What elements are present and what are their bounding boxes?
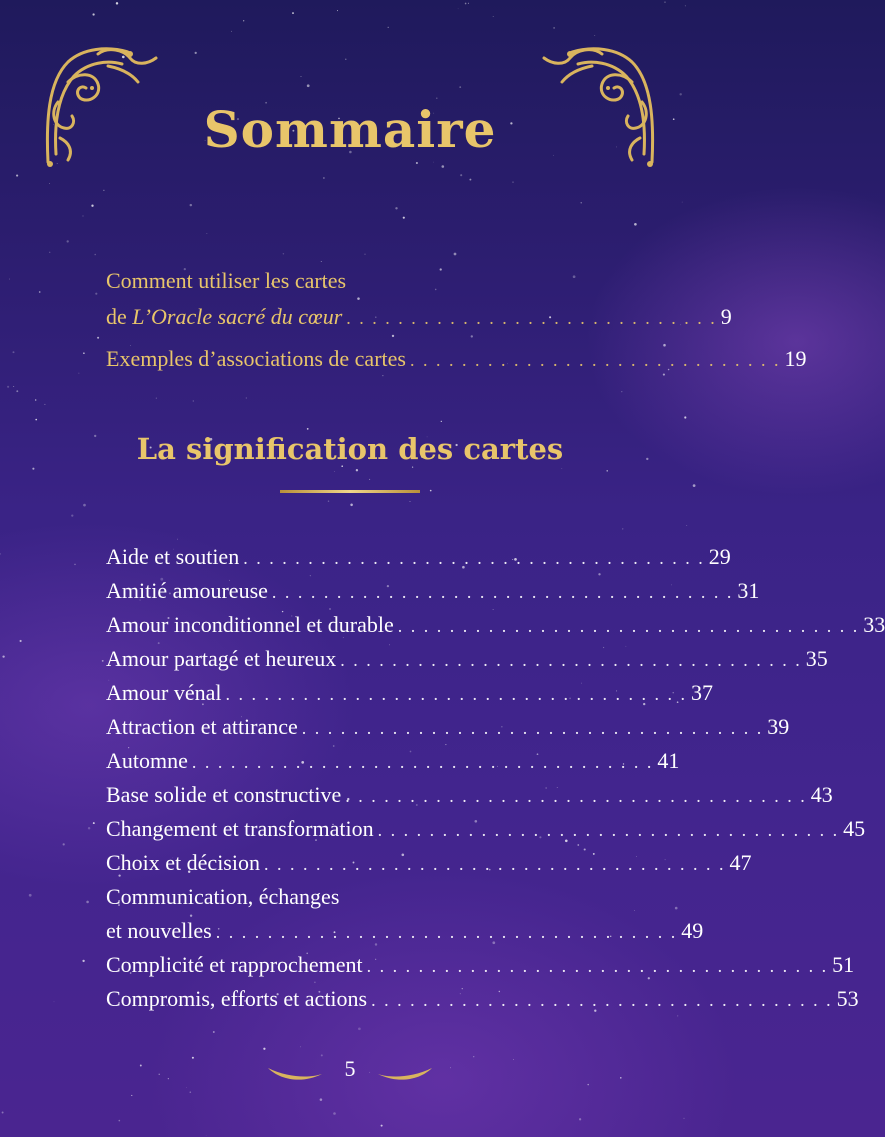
- page-number: 33: [863, 612, 885, 637]
- page-number: 39: [767, 714, 790, 739]
- star: [82, 960, 84, 962]
- intro-item-label: Exemples d’associations de cartes: [106, 346, 406, 371]
- toc-item[interactable]: [106, 646, 828, 680]
- star: [684, 416, 686, 418]
- page-title: Sommaire: [203, 100, 497, 159]
- page-number: 47: [729, 850, 752, 875]
- dot-leader: . . . . . . . . . . . . . . . . . . . . . . . . . . . . . . . . . . . .: [371, 990, 833, 1010]
- toc-item-label: Base solide et constructive: [106, 782, 342, 807]
- star: [32, 468, 34, 470]
- star: [458, 8, 459, 9]
- toc-item-label: Attraction et attirance: [106, 714, 298, 739]
- star: [323, 177, 325, 179]
- dot-leader: . . . . . . . . . . . . . . . . . . . . . . . . . . . . . . . . . . . .: [243, 548, 705, 568]
- star: [598, 573, 600, 575]
- dot-leader: . . . . . . . . . . . . . . . . . . . . . . . . . . . . . . . . . . . .: [301, 718, 764, 738]
- star: [561, 468, 562, 469]
- star: [403, 217, 405, 219]
- toc-item-label: Automne: [106, 748, 188, 773]
- dot-leader: . . . . . . . . . . . . . . . . . . . . . . . . . . . . .: [346, 308, 717, 328]
- star: [49, 183, 50, 184]
- intro-item-label: de L’Oracle sacré du cœur: [106, 304, 343, 329]
- star: [231, 31, 232, 32]
- star: [626, 646, 627, 647]
- star: [686, 525, 687, 526]
- star: [395, 207, 397, 209]
- intro-item-line2[interactable]: [106, 304, 732, 340]
- page-number: 49: [681, 918, 704, 943]
- star: [13, 351, 15, 353]
- star: [493, 16, 494, 17]
- star: [682, 202, 683, 203]
- dot-leader: . . . . . . . . . . . . . . . . . . . . . . . . . . . . . . . . . . . .: [340, 650, 802, 670]
- star: [412, 466, 413, 467]
- toc-item[interactable]: [106, 782, 833, 816]
- star: [67, 240, 69, 242]
- star: [9, 279, 10, 280]
- star: [345, 59, 346, 60]
- toc-item[interactable]: [106, 544, 731, 578]
- star: [103, 190, 104, 191]
- star: [433, 162, 434, 163]
- star: [206, 1135, 207, 1136]
- dot-leader: . . . . . . . . . . . . . . . . . . . . . . . . . . . . . . . . . . . .: [377, 820, 840, 840]
- star: [356, 469, 358, 471]
- star: [94, 254, 96, 256]
- star: [102, 660, 104, 662]
- star: [83, 504, 86, 507]
- star: [388, 27, 389, 28]
- star: [2, 1112, 4, 1114]
- page-footer: [0, 1050, 700, 1090]
- star: [300, 1046, 301, 1047]
- star: [292, 12, 294, 14]
- star: [634, 910, 635, 911]
- toc-item[interactable]: [106, 850, 752, 884]
- star: [97, 337, 99, 339]
- star: [693, 484, 696, 487]
- star: [307, 428, 309, 430]
- star: [78, 373, 79, 374]
- star: [116, 2, 118, 4]
- star: [39, 291, 41, 293]
- toc-item[interactable]: [106, 612, 885, 646]
- star: [91, 205, 93, 207]
- dot-leader: . . . . . . . . . . . . . . . . . . . . . . . . . . . . .: [409, 350, 781, 370]
- star: [2, 655, 4, 657]
- star: [320, 1098, 323, 1101]
- star: [213, 1031, 215, 1033]
- page-number: 9: [720, 304, 732, 329]
- star: [35, 419, 37, 421]
- star: [410, 501, 411, 502]
- star: [416, 162, 418, 164]
- toc-item-label: Amitié amoureuse: [106, 578, 268, 603]
- star: [468, 3, 469, 4]
- toc-item-label: Compromis, efforts et actions: [106, 986, 368, 1011]
- star: [675, 907, 678, 910]
- star: [442, 165, 445, 168]
- star: [622, 528, 623, 529]
- star: [0, 553, 1, 555]
- star: [86, 901, 89, 904]
- star: [74, 564, 76, 566]
- toc-item-label: Aide et soutien: [106, 544, 240, 569]
- star: [334, 471, 335, 472]
- page-number: 31: [737, 578, 760, 603]
- star: [603, 647, 604, 648]
- star: [553, 27, 555, 29]
- page-number: 53: [836, 986, 859, 1011]
- star: [465, 3, 467, 5]
- star: [20, 640, 22, 642]
- dot-leader: . . . . . . . . . . . . . . . . . . . . . . . . . . . . . . . . . . . .: [191, 752, 654, 772]
- star: [664, 1, 665, 2]
- toc-item-label: Changement et transformation: [106, 816, 374, 841]
- star: [358, 1027, 361, 1030]
- toc-item-label: Complicité et rapprochement: [106, 952, 363, 977]
- star: [594, 35, 595, 36]
- toc-item-label: Choix et décision: [106, 850, 260, 875]
- star: [328, 500, 329, 501]
- dot-leader: . . . . . . . . . . . . . . . . . . . . . . . . . . . . . . . . . . . .: [271, 582, 734, 602]
- toc-item[interactable]: [106, 816, 866, 850]
- star: [177, 539, 178, 540]
- star: [469, 179, 471, 181]
- star: [663, 344, 666, 347]
- dot-leader: . . . . . . . . . . . . . . . . . . . . . . . . . . . . . . . . . . . .: [397, 616, 860, 636]
- star: [13, 386, 14, 387]
- star: [333, 1112, 336, 1115]
- star: [283, 253, 284, 254]
- star: [430, 490, 432, 492]
- star: [459, 86, 461, 88]
- toc-item[interactable]: [106, 748, 680, 782]
- toc-item[interactable]: [106, 680, 713, 714]
- toc-item-label: Amour partagé et heureux: [106, 646, 337, 671]
- star: [683, 1118, 684, 1119]
- star: [16, 390, 18, 392]
- toc-item-label: Communication, échanges: [106, 884, 340, 909]
- star: [243, 20, 244, 21]
- star: [454, 253, 457, 256]
- star: [29, 894, 32, 897]
- star: [195, 52, 197, 54]
- page-number: 43: [810, 782, 833, 807]
- star: [49, 252, 50, 253]
- star: [190, 1091, 192, 1093]
- star: [88, 827, 90, 829]
- star: [581, 202, 582, 203]
- star: [381, 1125, 383, 1127]
- toc-item[interactable]: [106, 986, 859, 1020]
- star: [679, 93, 681, 95]
- page-number: 35: [805, 646, 828, 671]
- star: [246, 398, 247, 399]
- star: [71, 514, 73, 516]
- star: [207, 233, 208, 234]
- star: [365, 254, 366, 255]
- star: [460, 174, 462, 176]
- dot-leader: . . . . . . . . . . . . . . . . . . . . . . . . . . . . . . . . . . . .: [263, 854, 726, 874]
- star: [301, 76, 302, 77]
- dot-leader: . . . . . . . . . . . . . . . . . . . . . . . . . . . . . . . . . . . .: [345, 786, 807, 806]
- star: [663, 374, 665, 376]
- dot-leader: . . . . . . . . . . . . . . . . . . . . . . . . . . . . . . . . . . . .: [215, 922, 678, 942]
- toc-item[interactable]: [106, 714, 790, 748]
- divider: [280, 490, 420, 493]
- star: [513, 182, 514, 183]
- star: [156, 398, 157, 399]
- page-number: 51: [832, 952, 855, 977]
- star: [190, 204, 192, 206]
- star: [337, 10, 338, 11]
- star: [35, 399, 36, 400]
- star: [648, 977, 650, 979]
- star: [634, 223, 637, 226]
- star: [83, 352, 85, 354]
- intro-item-line1[interactable]: [106, 268, 594, 304]
- star: [621, 391, 622, 392]
- dot-leader: . . . . . . . . . . . . . . . . . . . . . . . . . . . . . . . . . . . .: [366, 956, 829, 976]
- star: [54, 1001, 55, 1002]
- star: [7, 386, 9, 388]
- star: [131, 1095, 132, 1096]
- intro-list: [106, 268, 807, 382]
- page-number: 41: [657, 748, 680, 773]
- star: [193, 400, 194, 401]
- star: [606, 470, 607, 471]
- toc-item-label: et nouvelles: [106, 918, 212, 943]
- intro-item[interactable]: [106, 346, 807, 382]
- star: [44, 404, 45, 405]
- swoosh-icon: [374, 1062, 434, 1084]
- section-title: La signification des cartes: [136, 432, 564, 466]
- intro-item-label: Comment utiliser les cartes: [106, 268, 347, 293]
- star: [119, 1120, 121, 1122]
- page-number: 29: [708, 544, 731, 569]
- page-number: 45: [843, 816, 866, 841]
- star: [93, 822, 95, 824]
- star: [369, 479, 370, 480]
- star: [350, 504, 353, 507]
- page-number: 37: [690, 680, 713, 705]
- star: [82, 215, 83, 216]
- toc-item-line1[interactable]: [106, 884, 594, 918]
- page-number: 5: [344, 1056, 356, 1081]
- toc-item[interactable]: [106, 952, 855, 986]
- star: [677, 1015, 678, 1016]
- star: [579, 1118, 581, 1120]
- toc-item-label: Amour vénal: [106, 680, 222, 705]
- star: [685, 5, 686, 6]
- dot-leader: . . . . . . . . . . . . . . . . . . . . . . . . . . . . . . . . . . . .: [225, 684, 687, 704]
- toc-item[interactable]: [106, 918, 704, 952]
- star: [63, 843, 65, 845]
- star: [307, 84, 310, 87]
- toc-list: [106, 544, 885, 1020]
- star: [321, 261, 322, 262]
- toc-item-label: Amour inconditionnel et durable: [106, 612, 394, 637]
- star: [95, 293, 97, 295]
- star: [92, 13, 94, 15]
- star: [436, 97, 437, 98]
- star: [16, 175, 18, 177]
- star: [441, 421, 442, 422]
- toc-item[interactable]: [106, 578, 760, 612]
- page-number: 19: [784, 346, 807, 371]
